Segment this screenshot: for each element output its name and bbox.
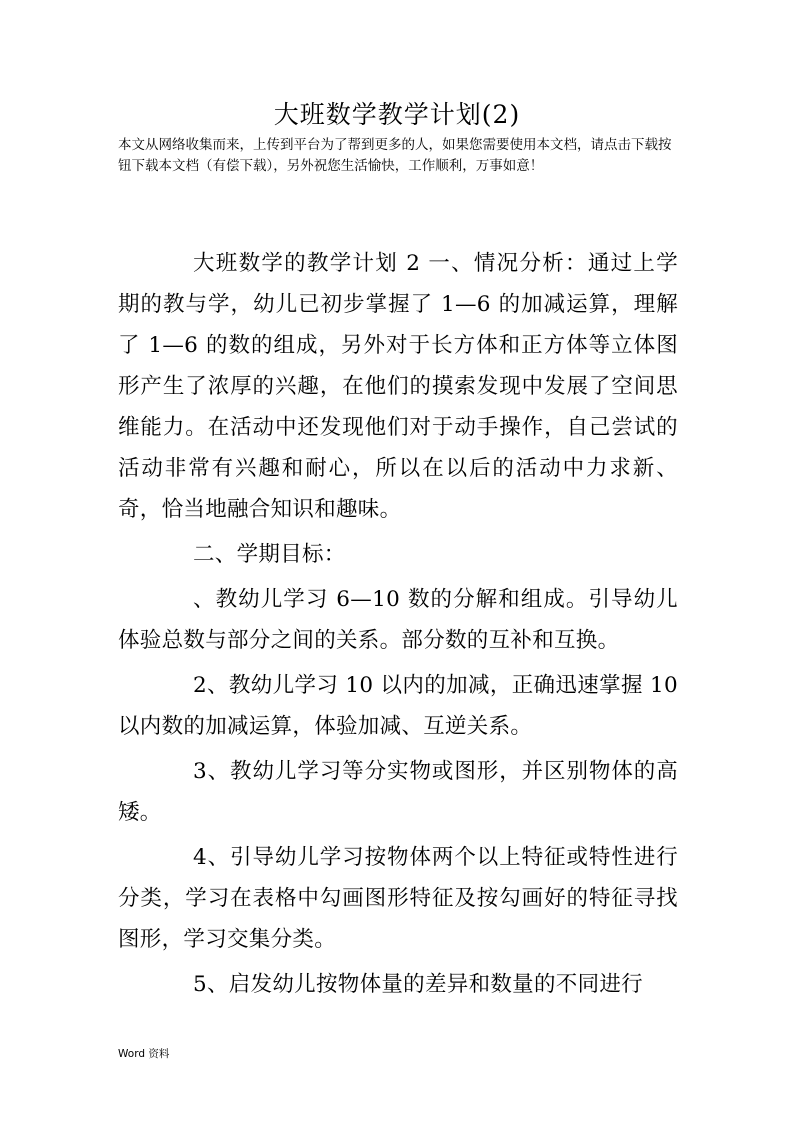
document-body [118, 243, 678, 1005]
download-notice: 本文从网络收集而来，上传到平台为了帮到更多的人，如果您需要使用本文档，请点击下载按钮下载本文档（有偿下载），另外祝您生活愉快，工作顺利，万事如意！ [118, 137, 672, 174]
paragraph-goal-4: 4、引导幼儿学习按物体两个以上特征或特性进行分类，学习在表格中勾画图形特征及按勾画好的特征寻找图形，学习交集分类。 [118, 845, 678, 952]
paragraph-goal-3: 3、教幼儿学习等分实物或图形，并区别物体的高矮。 [118, 759, 678, 825]
paragraph-goal-5: 5、启发幼儿按物体量的差异和数量的不同进行 [193, 972, 643, 997]
paragraph-goal-2: 2、教幼儿学习 10 以内的加减，正确迅速掌握 10 以内数的加减运算，体验加减、互逆关系。 [118, 673, 678, 739]
paragraph-goal-1: 、教幼儿学习 6—10 数的分解和组成。引导幼儿体验总数与部分之间的关系。部分数的互补和互换。 [118, 587, 678, 653]
paragraph-situation-analysis: 大班数学的教学计划 2 一、情况分析：通过上学期的教与学，幼儿已初步掌握了 1—6 的加减运算，理解了 1—6 的数的组成，另外对于长方体和正方体等立体图形产生了浓厚的兴趣，在他们的摸索发现中发展了空间思维能力。在活动中还发现他们对于动手操作，自己尝试的活动非常有兴趣和耐心，所以在以后的活动中力求新、奇，恰当地融合知识和趣味。 [118, 251, 678, 522]
page-footer-label: Word 资料 [118, 1048, 170, 1060]
document-title: 大班数学教学计划(2) [273, 100, 521, 129]
paragraph-semester-goals-heading: 二、学期目标： [193, 542, 346, 567]
